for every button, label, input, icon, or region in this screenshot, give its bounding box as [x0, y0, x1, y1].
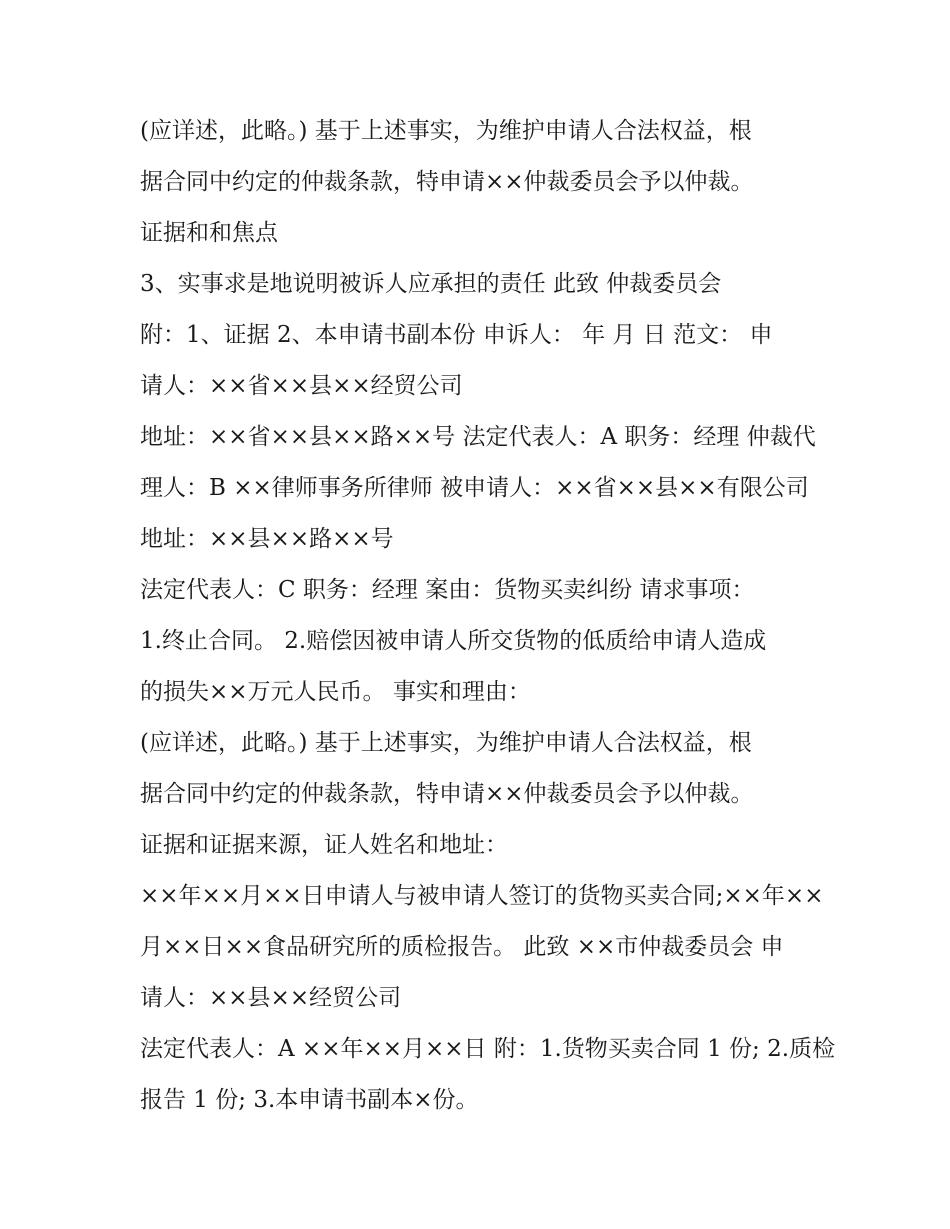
text-line-4: 3、实事求是地说明被诉人应承担的责任 此致 仲裁委员会: [140, 271, 722, 297]
text-line-16: ××年××月××日申请人与被申请人签订的货物买卖合同;××年××: [140, 883, 824, 909]
text-line-3: 证据和和焦点: [140, 220, 278, 246]
text-line-8: 理人：B ××律师事务所律师 被申请人：××省××县××有限公司: [140, 475, 809, 501]
text-line-7: 地址：××省××县××路××号 法定代表人：A 职务：经理 仲裁代: [140, 424, 816, 450]
text-line-17: 月××日××食品研究所的质检报告。 此致 ××市仲裁委员会 申: [140, 934, 784, 960]
text-line-19: 法定代表人：A ××年××月××日 附：1.货物买卖合同 1 份; 2.质检: [140, 1036, 836, 1062]
text-line-5: 附：1、证据 2、本申请书副本份 申诉人： 年 月 日 范文： 申: [140, 322, 773, 348]
text-line-15: 证据和证据来源，证人姓名和地址：: [140, 832, 508, 858]
text-line-18: 请人：××县××经贸公司: [140, 985, 402, 1011]
text-line-1: (应详述，此略。) 基于上述事实，为维护申请人合法权益，根: [140, 118, 752, 144]
text-line-11: 1.终止合同。 2.赔偿因被申请人所交货物的低质给申请人造成: [140, 628, 767, 654]
text-line-6: 请人：××省××县××经贸公司: [140, 373, 463, 399]
text-line-14: 据合同中约定的仲裁条款，特申请××仲裁委员会予以仲裁。: [140, 781, 754, 807]
text-line-13: (应详述，此略。) 基于上述事实，为维护申请人合法权益，根: [140, 730, 752, 756]
text-line-10: 法定代表人：C 职务：经理 案由：货物买卖纠纷 请求事项：: [140, 577, 755, 603]
text-line-12: 的损失××万元人民币。 事实和理由：: [140, 679, 531, 705]
text-line-20: 报告 1 份; 3.本申请书副本×份。: [140, 1087, 479, 1113]
text-line-9: 地址：××县××路××号: [140, 526, 394, 552]
text-line-2: 据合同中约定的仲裁条款，特申请××仲裁委员会予以仲裁。: [140, 169, 754, 195]
document-body: [140, 106, 836, 1126]
